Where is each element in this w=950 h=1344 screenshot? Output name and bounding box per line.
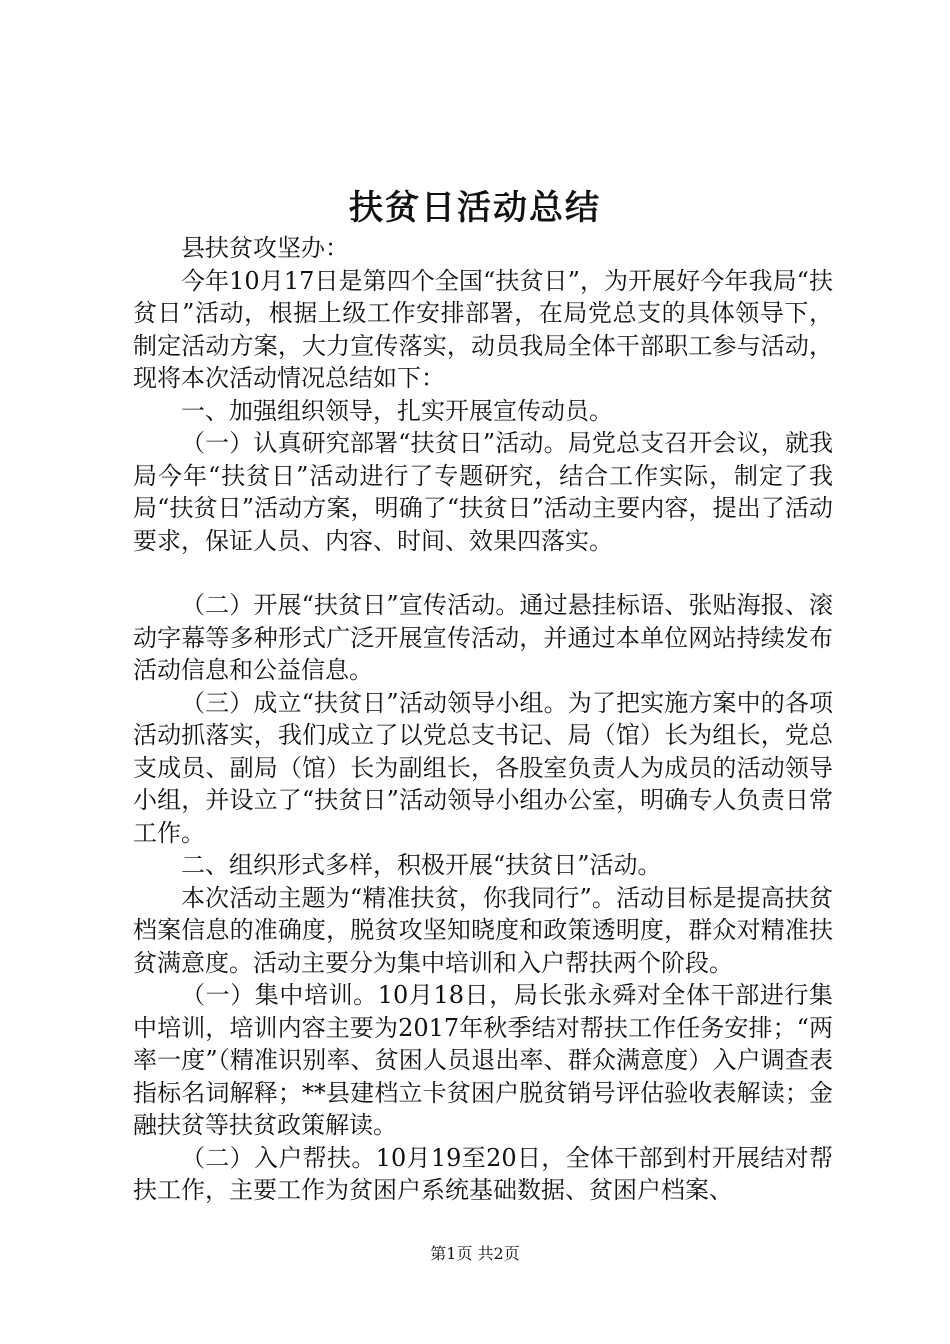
paragraph-2-1: （一）集中培训。10月18日，局长张永舜对全体干部进行集中培训，培训内容主要为2017年秋季结对帮扶工作任务安排；“两率一度”（精准识别率、贫困人员退出率、群众满意度）入户调查表指标名词解释；**县建档立卡贫困户脱贫销号评估验收表解读；金融扶贫等扶贫政策解读。 (133, 981, 833, 1139)
page-footer: 第1页 共2页 (430, 1244, 520, 1263)
heading-section-1: 一、加强组织领导，扎实开展宣传动员。 (181, 396, 613, 425)
paragraph-intro: 今年10月17日是第四个全国“扶贫日”，为开展好今年我局“扶贫日”活动，根据上级工作安排部署，在局党总支的具体领导下，制定活动方案，大力宣传落实，动员我局全体干部职工参与活动，现将本次活动情况总结如下： (133, 266, 833, 392)
paragraph-1-2: （二）开展“扶贫日”宣传活动。通过悬挂标语、张贴海报、滚动字幕等多种形式广泛开展宣传活动，并通过本单位网站持续发布活动信息和公益信息。 (133, 591, 833, 684)
paragraph-1-3: （三）成立“扶贫日”活动领导小组。为了把实施方案中的各项活动抓落实，我们成立了以党总支书记、局（馆）长为组长，党总支成员、副局（馆）长为副组长，各股室负责人为成员的活动领导小组，并设立了“扶贫日”活动领导小组办公室，明确专人负责日常工作。 (133, 688, 833, 847)
paragraph-1-1: （一）认真研究部署“扶贫日”活动。局党总支召开会议，就我局今年“扶贫日”活动进行了专题研究，结合工作实际，制定了我局“扶贫日”活动方案，明确了“扶贫日”活动主要内容，提出了活动要求，保证人员、内容、时间、效果四落实。 (133, 429, 833, 555)
document-body (133, 232, 833, 1207)
paragraph-2-intro: 本次活动主题为“精准扶贫，你我同行”。活动目标是提高扶贫档案信息的准确度，脱贫攻坚知晓度和政策透明度，群众对精准扶贫满意度。活动主要分为集中培训和入户帮扶两个阶段。 (133, 883, 833, 977)
paragraph-2-2: （二）入户帮扶。10月19至20日，全体干部到村开展结对帮扶工作，主要工作为贫困户系统基础数据、贫困户档案、 (133, 1143, 833, 1204)
document-title: 扶贫日活动总结 (349, 188, 601, 228)
heading-section-2: 二、组织形式多样，积极开展“扶贫日”活动。 (181, 851, 662, 879)
salutation: 县扶贫攻坚办： (181, 234, 349, 262)
